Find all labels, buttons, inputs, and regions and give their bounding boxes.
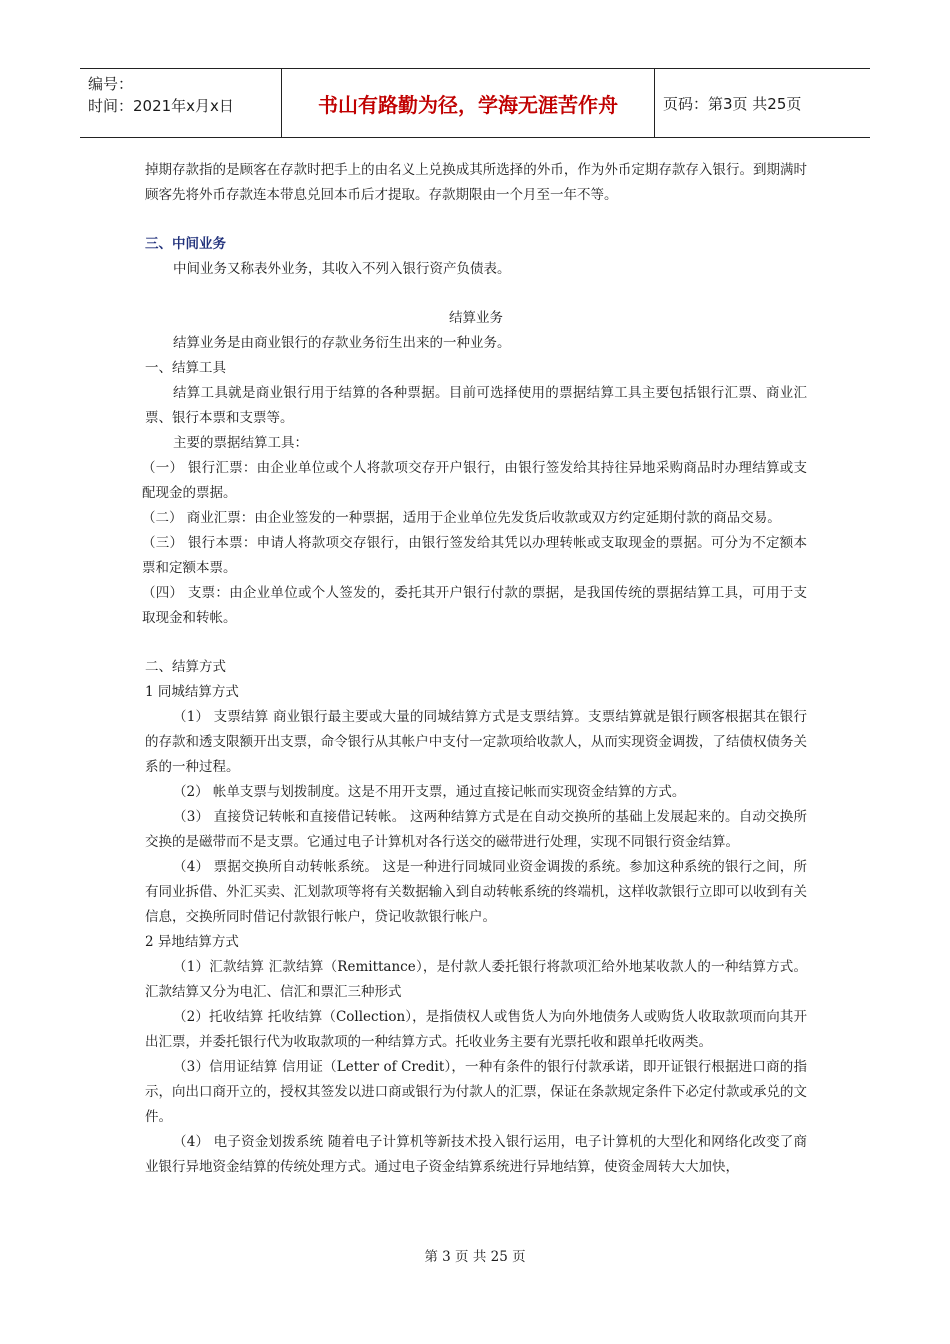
doc-time-label: 时间：2021年x月x日 xyxy=(88,97,234,115)
paragraph: 掉期存款指的是顾客在存款时把手上的由名义上兑换成其所选择的外币，作为外币定期存款存入银行。到期满时顾客先将外币存款连本带息兑回本币后才提取。存款期限由一个月至一年不等。 xyxy=(145,162,807,203)
list-item: （4） 电子资金划拨系统 随着电子计算机等新技术投入银行运用，电子计算机的大型化和网络化改变了商业银行异地资金结算的传统处理方式。通过电子资金结算系统进行异地结算，使资金周转大大加快， xyxy=(145,1134,807,1175)
list-item: （1） 支票结算 商业银行最主要或大量的同城结算方式是支票结算。支票结算就是银行顾客根据其在银行的存款和透支限额开出支票，命令银行从其帐户中支付一定款项给收款人，从而实现资金调拨，了结债权债务关系的一种过程。 xyxy=(145,709,807,775)
list-item: （四） 支票：由企业单位或个人签发的，委托其开户银行付款的票据，是我国传统的票据结算工具，可用于支取现金和转帐。 xyxy=(142,585,807,626)
section-title: 结算业务 xyxy=(449,310,503,326)
subsection-heading: 一、结算工具 xyxy=(145,360,226,376)
list-item: （2）托收结算 托收结算（Collection），是指债权人或售货人为向外地债务人或购货人收取款项而向其开出汇票，并委托银行代为收取款项的一种结算方式。托收业务主要有光票托收和跟单托收两类。 xyxy=(145,1009,807,1050)
document-body xyxy=(142,158,807,1180)
paragraph: 结算工具就是商业银行用于结算的各种票据。目前可选择使用的票据结算工具主要包括银行汇票、商业汇票、银行本票和支票等。 xyxy=(145,385,807,426)
page-footer: 第 3 页 共 25 页 xyxy=(424,1249,526,1265)
doc-number-label: 编号： xyxy=(88,75,134,93)
header-page-number: 页码：第3页 共25页 xyxy=(663,94,802,113)
header-motto: 书山有路勤为径，学海无涯苦作舟 xyxy=(282,69,655,137)
list-item: （一） 银行汇票：由企业单位或个人将款项交存开户银行，由银行签发给其持往异地采购商品时办理结算或支配现金的票据。 xyxy=(142,460,807,501)
list-item: （三） 银行本票：申请人将款项交存银行，由银行签发给其凭以办理转帐或支取现金的票据。可分为不定额本票和定额本票。 xyxy=(142,535,807,576)
paragraph: 主要的票据结算工具： xyxy=(173,435,308,451)
page-header xyxy=(80,68,870,138)
paragraph: 中间业务又称表外业务，其收入不列入银行资产负债表。 xyxy=(173,261,511,277)
section-heading: 三、中间业务 xyxy=(145,236,226,252)
list-item: （3）信用证结算 信用证（Letter of Credit），一种有条件的银行付款承诺，即开证银行根据进口商的指示，向出口商开立的，授权其签发以进口商或银行为付款人的汇票，保证在条款规定条件下必定付款或承兑的文件。 xyxy=(145,1059,807,1125)
list-item: （2） 帐单支票与划拨制度。这是不用开支票，通过直接记帐而实现资金结算的方式。 xyxy=(173,784,686,800)
list-item: （4） 票据交换所自动转帐系统。 这是一种进行同城同业资金调拨的系统。参加这种系统的银行之间，所有同业拆借、外汇买卖、汇划款项等将有关数据输入到自动转帐系统的终端机，这样收款银行立即可以收到有关信息，交换所同时借记付款银行帐户，贷记收款银行帐户。 xyxy=(145,859,807,925)
subsection-heading: 2 异地结算方式 xyxy=(145,934,239,950)
list-item: （二） 商业汇票：由企业签发的一种票据，适用于企业单位先发货后收款或双方约定延期付款的商品交易。 xyxy=(142,510,781,526)
list-item: （1）汇款结算 汇款结算（Remittance），是付款人委托银行将款项汇给外地某收款人的一种结算方式。汇款结算又分为电汇、信汇和票汇三种形式 xyxy=(145,959,807,1000)
list-item: （3） 直接贷记转帐和直接借记转帐。 这两种结算方式是在自动交换所的基础上发展起来的。自动交换所交换的是磁带而不是支票。它通过电子计算机对各行送交的磁带进行处理，实现不同银行资金结算。 xyxy=(145,809,807,850)
subsection-heading: 二、结算方式 xyxy=(145,659,226,675)
header-meta xyxy=(80,69,282,137)
subsection-heading: 1 同城结算方式 xyxy=(145,684,239,700)
paragraph: 结算业务是由商业银行的存款业务衍生出来的一种业务。 xyxy=(173,335,511,351)
